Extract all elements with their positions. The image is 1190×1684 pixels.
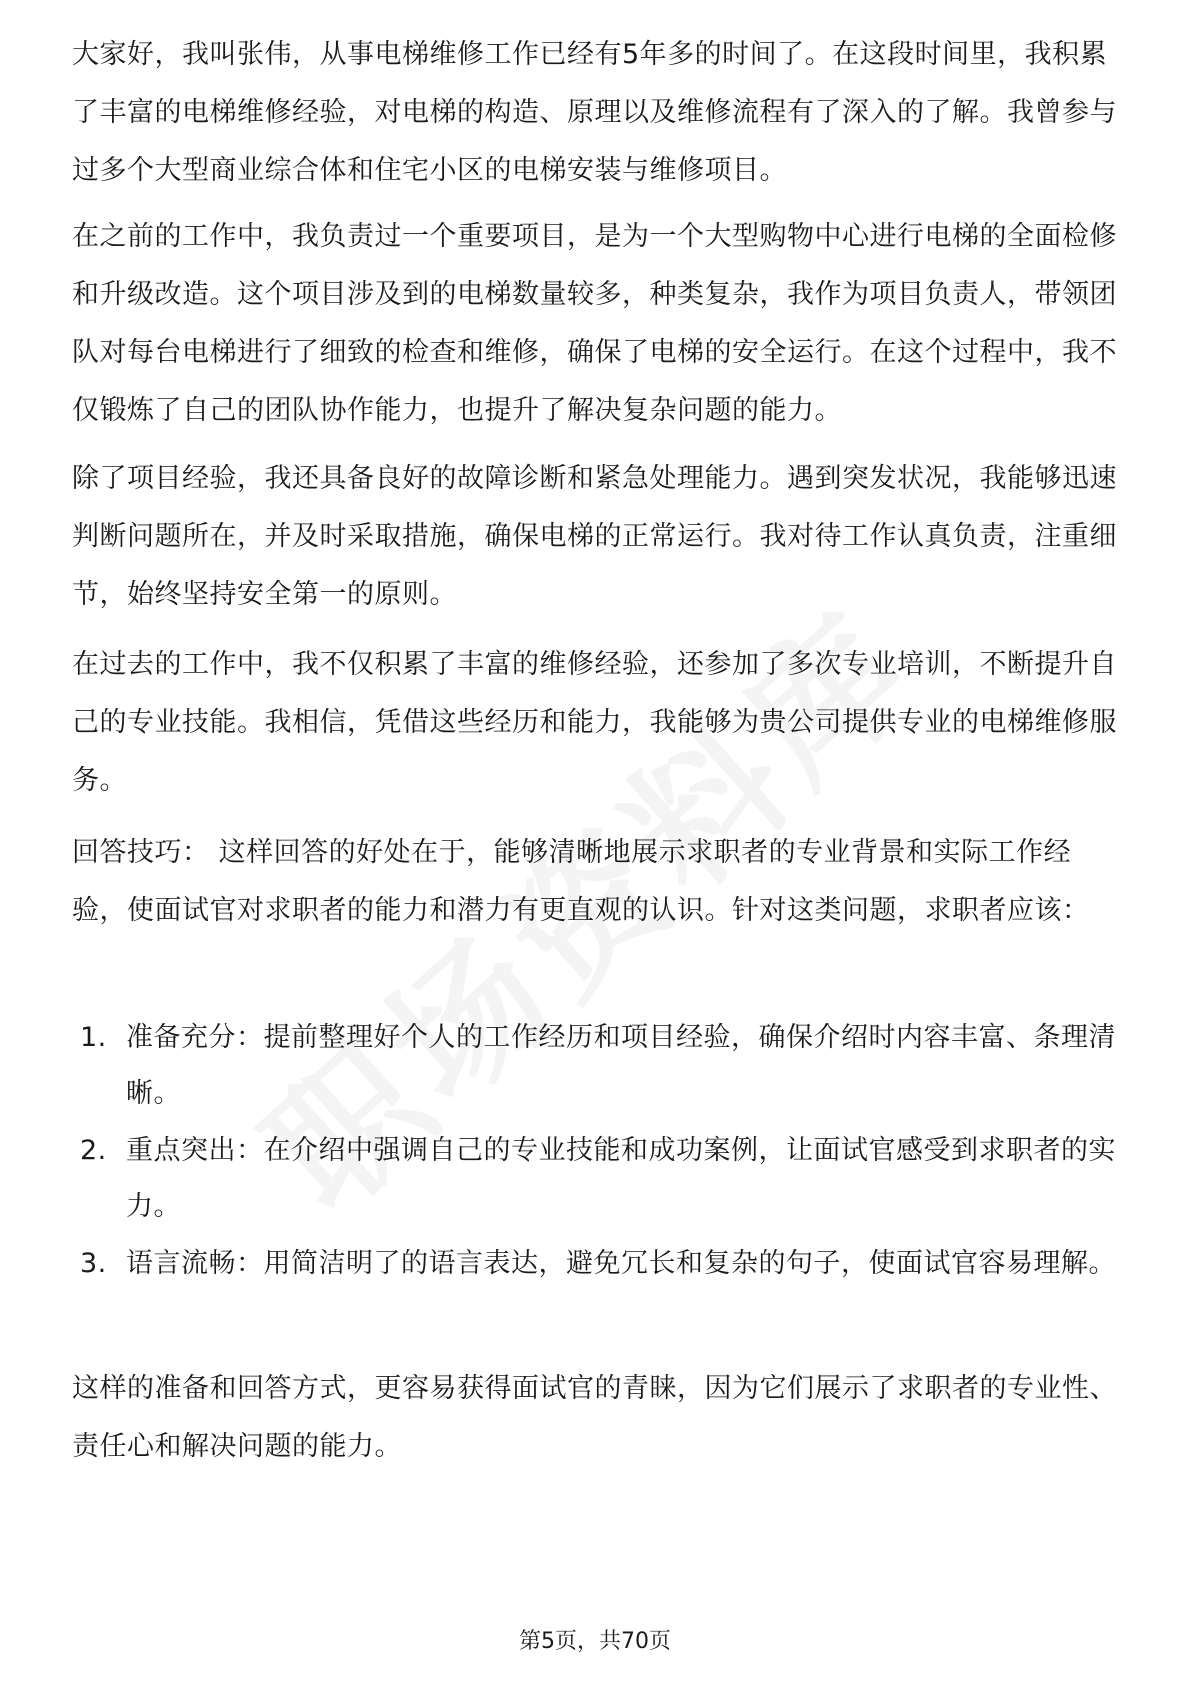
- paragraph-project: 在之前的工作中，我负责过一个重要项目，是为一个大型购物中心进行电梯的全面检修和升级改造。这个项目涉及到的电梯数量较多，种类复杂，我作为项目负责人，带领团队对每台电梯进行了细致的检查和维修，确保了电梯的安全运行。在这个过程中，我不仅锻炼了自己的团队协作能力，也提升了解决复杂问题的能力。: [72, 221, 1117, 426]
- list-number: 3.: [80, 1248, 107, 1279]
- page-number: 第5页，共70页: [519, 1629, 671, 1654]
- tips-list: [80, 1010, 1122, 1292]
- list-text: 语言流畅：用简洁明了的语言表达，避免冗长和复杂的句子，使面试官容易理解。: [126, 1248, 1116, 1279]
- list-text: 准备充分：提前整理好个人的工作经历和项目经验，确保介绍时内容丰富、条理清晰。: [126, 1022, 1116, 1109]
- list-text: 重点突出：在介绍中强调自己的专业技能和成功案例，让面试官感受到求职者的实力。: [126, 1135, 1116, 1222]
- list-number: 1.: [80, 1022, 107, 1053]
- paragraph-closing: 这样的准备和回答方式，更容易获得面试官的青睐，因为它们展示了求职者的专业性、责任心和解决问题的能力。: [72, 1373, 1117, 1462]
- paragraph-tips: 回答技巧： 这样回答的好处在于，能够清晰地展示求职者的专业背景和实际工作经验，使面试官对求职者的能力和潜力有更直观的认识。针对这类问题，求职者应该：: [72, 837, 1090, 926]
- list-item: [80, 1123, 1122, 1235]
- list-number: 2.: [80, 1135, 107, 1166]
- paragraph-intro: 大家好，我叫张伟，从事电梯维修工作已经有5年多的时间了。在这段时间里，我积累了丰富的电梯维修经验，对电梯的构造、原理以及维修流程有了深入的了解。我曾参与过多个大型商业综合体和住宅小区的电梯安装与维修项目。: [72, 39, 1117, 186]
- paragraph-training: 在过去的工作中，我不仅积累了丰富的维修经验，还参加了多次专业培训，不断提升自己的专业技能。我相信，凭借这些经历和能力，我能够为贵公司提供专业的电梯维修服务。: [72, 649, 1117, 796]
- list-item: [80, 1010, 1122, 1122]
- list-item: [80, 1236, 1122, 1292]
- paragraph-skills: 除了项目经验，我还具备良好的故障诊断和紧急处理能力。遇到突发状况，我能够迅速判断问题所在，并及时采取措施，确保电梯的正常运行。我对待工作认真负责，注重细节，始终坚持安全第一的原则。: [72, 463, 1117, 610]
